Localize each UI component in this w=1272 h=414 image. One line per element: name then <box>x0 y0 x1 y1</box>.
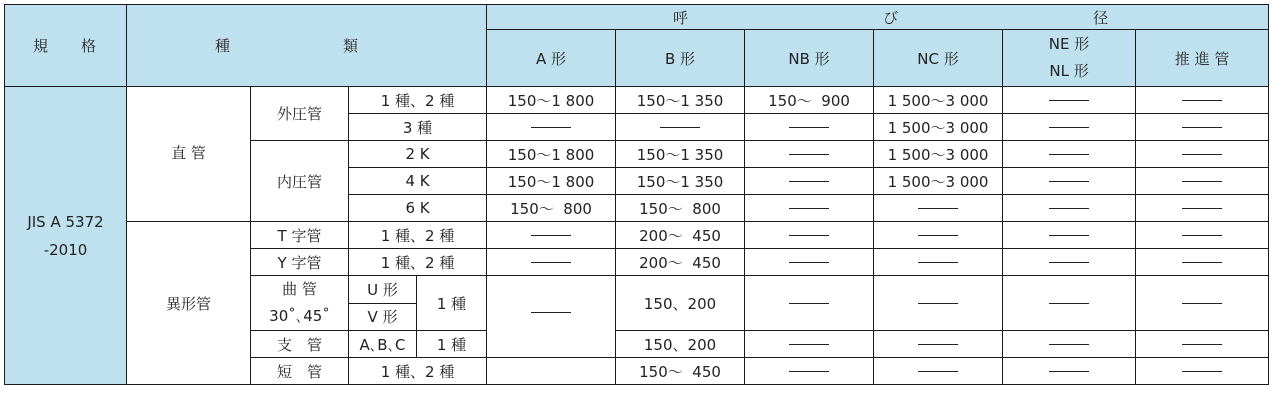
row10-nc <box>874 358 1003 385</box>
row8-b: 150、200 <box>616 276 745 331</box>
row1-b: 150～1 350 <box>616 87 745 114</box>
standard-line2: -2010 <box>43 240 88 259</box>
row2-ne <box>1003 114 1136 141</box>
subgroup-gaiatsu: 外圧管 <box>251 87 349 141</box>
row1-a: 150～1 800 <box>487 87 616 114</box>
row10-suishin <box>1136 358 1269 385</box>
row8-grade: 1 種 <box>417 276 487 331</box>
row5-suishin <box>1136 195 1269 222</box>
row7-type: 1 種、2 種 <box>349 249 487 276</box>
row7-nc <box>874 249 1003 276</box>
row6-a <box>487 222 616 249</box>
row9-abc: A､B､C <box>349 331 417 358</box>
row3-nb <box>745 141 874 168</box>
row7-nb <box>745 249 874 276</box>
row8-u: U 形 <box>349 276 417 304</box>
standard-cell <box>5 87 127 385</box>
row3-b: 150～1 350 <box>616 141 745 168</box>
subgroup-yjikan: Y 字管 <box>251 249 349 276</box>
header-b-gata: B 形 <box>616 30 745 87</box>
row4-ne <box>1003 168 1136 195</box>
header-yobikei: 呼 び 径 <box>487 5 1269 30</box>
row9-b: 150、200 <box>616 331 745 358</box>
row5-type: 6 K <box>349 195 487 222</box>
row2-suishin <box>1136 114 1269 141</box>
group-chokkan: 直 管 <box>127 87 251 222</box>
row9-suishin <box>1136 331 1269 358</box>
row10-ne <box>1003 358 1136 385</box>
header-ne-gata: NE 形 <box>1048 35 1090 53</box>
row4-nc: 1 500～3 000 <box>874 168 1003 195</box>
row7-suishin <box>1136 249 1269 276</box>
row6-nc <box>874 222 1003 249</box>
header-a-gata: A 形 <box>487 30 616 87</box>
standard-line1: JIS A 5372 <box>27 212 104 231</box>
row6-ne <box>1003 222 1136 249</box>
row6-type: 1 種、2 種 <box>349 222 487 249</box>
row8-suishin <box>1136 276 1269 331</box>
header-shurui: 種 類 <box>127 5 487 87</box>
row3-a: 150～1 800 <box>487 141 616 168</box>
header-nl-gata: NL 形 <box>1049 62 1089 80</box>
row9-grade: 1 種 <box>417 331 487 358</box>
row4-a: 150～1 800 <box>487 168 616 195</box>
row2-type: 3 種 <box>349 114 487 141</box>
header-kikaku: 規 格 <box>5 5 127 87</box>
row6-b: 200～ 450 <box>616 222 745 249</box>
row4-b: 150～1 350 <box>616 168 745 195</box>
row6-suishin <box>1136 222 1269 249</box>
subgroup-tankan: 短 管 <box>251 358 349 385</box>
row2-nb <box>745 114 874 141</box>
subgroup-kyokukan <box>251 276 349 331</box>
kyokukan-angles: 30˚､45˚ <box>269 307 330 325</box>
header-nc-gata: NC 形 <box>874 30 1003 87</box>
row1-nb: 150～ 900 <box>745 87 874 114</box>
row1-type: 1 種、2 種 <box>349 87 487 114</box>
row2-a <box>487 114 616 141</box>
group-ikei: 異形管 <box>127 222 251 385</box>
row7-b: 200～ 450 <box>616 249 745 276</box>
header-suishin: 推 進 管 <box>1136 30 1269 87</box>
row10-nb <box>745 358 874 385</box>
row9-ne <box>1003 331 1136 358</box>
row8-ne <box>1003 276 1136 331</box>
row9-nc <box>874 331 1003 358</box>
row8-a <box>487 276 616 358</box>
row1-nc: 1 500～3 000 <box>874 87 1003 114</box>
subgroup-tjikan: T 字管 <box>251 222 349 249</box>
row5-a: 150～ 800 <box>487 195 616 222</box>
row5-nb <box>745 195 874 222</box>
row5-nc <box>874 195 1003 222</box>
row3-nc: 1 500～3 000 <box>874 141 1003 168</box>
row1-suishin <box>1136 87 1269 114</box>
row7-ne <box>1003 249 1136 276</box>
row1-ne <box>1003 87 1136 114</box>
row10-type: 1 種、2 種 <box>349 358 487 385</box>
header-nb-gata: NB 形 <box>745 30 874 87</box>
row7-a <box>487 249 616 276</box>
row10-b: 150～ 450 <box>616 358 745 385</box>
subgroup-shikan: 支 管 <box>251 331 349 358</box>
row2-b <box>616 114 745 141</box>
row8-nb <box>745 276 874 331</box>
row4-suishin <box>1136 168 1269 195</box>
row10-a <box>487 358 616 385</box>
row8-v: V 形 <box>349 303 417 331</box>
subgroup-naiatsu: 内圧管 <box>251 141 349 222</box>
pipe-spec-table <box>4 4 1269 385</box>
row9-nb <box>745 331 874 358</box>
row5-b: 150～ 800 <box>616 195 745 222</box>
header-ne-nl-gata <box>1003 30 1136 87</box>
row8-nc <box>874 276 1003 331</box>
row3-suishin <box>1136 141 1269 168</box>
kyokukan-label: 曲 管 <box>282 280 317 298</box>
row5-ne <box>1003 195 1136 222</box>
row6-nb <box>745 222 874 249</box>
row4-nb <box>745 168 874 195</box>
row3-type: 2 K <box>349 141 487 168</box>
row3-ne <box>1003 141 1136 168</box>
row2-nc: 1 500～3 000 <box>874 114 1003 141</box>
row4-type: 4 K <box>349 168 487 195</box>
